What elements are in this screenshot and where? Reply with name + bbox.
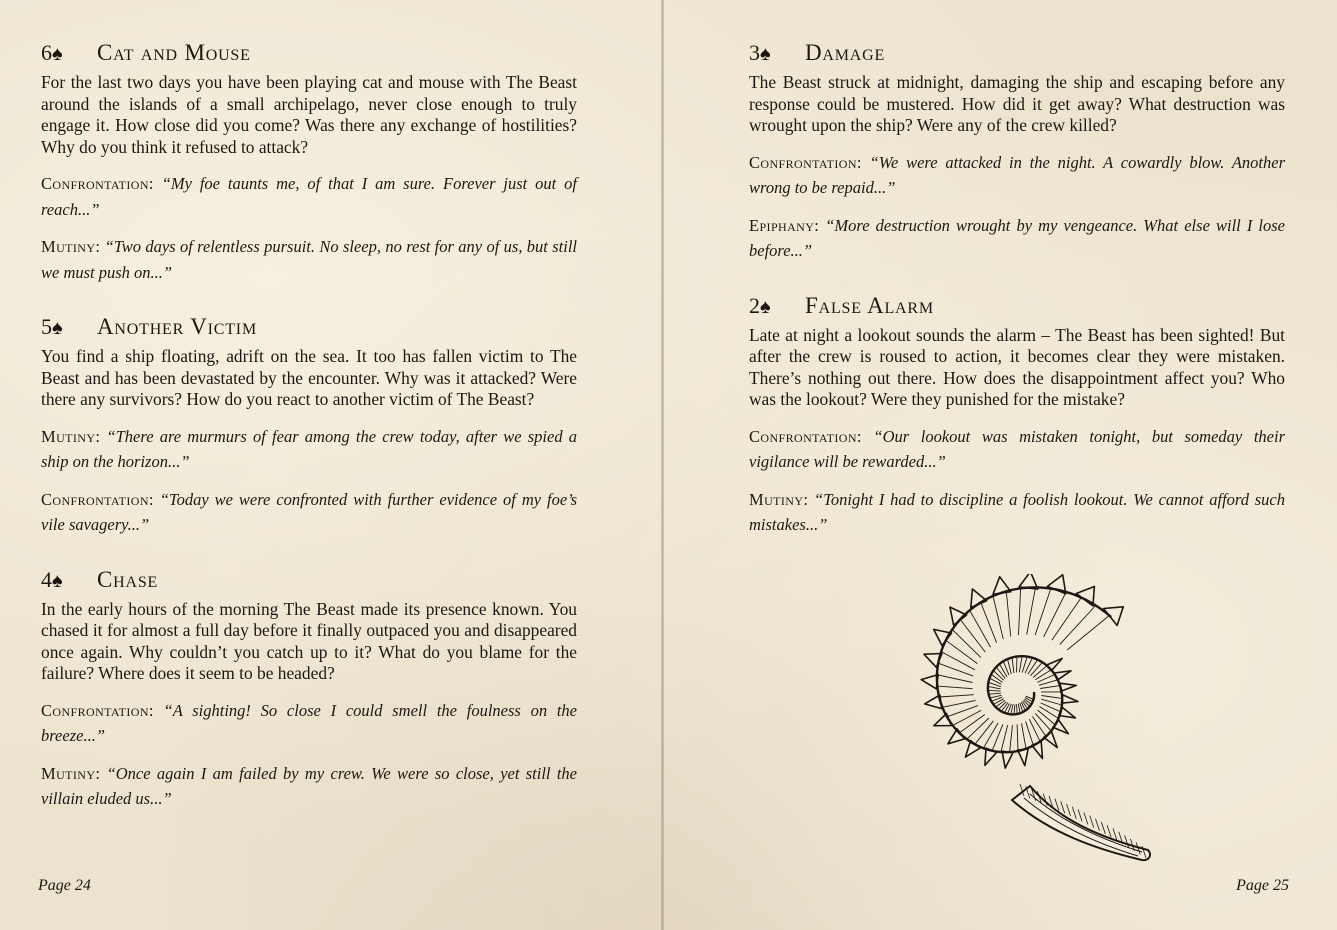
- right-column: [749, 38, 1285, 565]
- prompt-epiphany: [749, 214, 1285, 265]
- event-chase: [41, 565, 577, 813]
- event-false-alarm: [749, 291, 1285, 539]
- page-number: Page 24: [38, 877, 91, 894]
- event-title: False Alarm: [805, 292, 934, 318]
- prompt-quote: “Once again I am failed by my crew. We were so close, yet still the villain eluded us...”: [41, 763, 577, 808]
- prompt-confrontation: [749, 151, 1285, 202]
- left-page: [0, 0, 662, 930]
- prompt-confrontation: [41, 699, 577, 750]
- prompt-label: Confrontation:: [41, 700, 154, 720]
- prompt-label: Confrontation:: [749, 426, 862, 446]
- prompt-label: Mutiny:: [41, 237, 101, 256]
- spade-icon: ♠: [52, 317, 63, 339]
- spade-icon: ♠: [52, 43, 63, 65]
- left-column: [41, 38, 577, 839]
- prompt-mutiny: [41, 235, 577, 286]
- event-heading: [41, 312, 577, 343]
- prompt-confrontation: [41, 488, 577, 539]
- prompt-quote: “More destruction wrought by my vengeance. What else will I lose before...”: [749, 215, 1285, 260]
- event-title: Damage: [805, 40, 886, 65]
- event-title: Cat and Mouse: [97, 40, 251, 65]
- card-number: 5: [41, 314, 52, 339]
- card-rank: [41, 312, 97, 343]
- spade-icon: ♠: [760, 43, 771, 65]
- prompt-mutiny: [749, 488, 1285, 539]
- prompt-mutiny: [41, 762, 577, 813]
- spiral-shell-icon: [880, 574, 1155, 864]
- prompt-quote: “A sighting! So close I could smell the foulness on the breeze...”: [41, 700, 577, 745]
- card-number: 2: [749, 292, 760, 318]
- prompt-quote: “Two days of relentless pursuit. No sleep, no rest for any of us, but still we must push on...”: [41, 237, 577, 282]
- prompt-label: Epiphany:: [749, 215, 820, 235]
- event-body: The Beast struck at midnight, damaging the ship and escaping before any response could be mustered. How did it get away? What destruction was wrought upon the ship? Were any of the crew killed?: [749, 72, 1285, 135]
- prompt-quote: “Our lookout was mistaken tonight, but someday their vigilance will be rewarded...”: [749, 426, 1286, 471]
- card-rank: [749, 291, 805, 322]
- event-body: You find a ship floating, adrift on the sea. It too has fallen victim to The Beast and has been devastated by the encounter. Why was it attacked? Were there any survivors? How do you react to another victim of The Beast?: [41, 346, 577, 409]
- event-title: Chase: [97, 566, 159, 592]
- event-heading: [41, 38, 577, 69]
- spade-icon: ♠: [760, 295, 771, 318]
- page-number: Page 25: [1236, 877, 1289, 894]
- event-heading: [41, 565, 577, 596]
- prompt-mutiny: [41, 425, 577, 476]
- prompt-label: Mutiny:: [41, 763, 101, 783]
- card-number: 4: [41, 566, 52, 592]
- event-heading: [749, 38, 1285, 69]
- card-rank: [41, 565, 97, 596]
- prompt-quote: “We were attacked in the night. A cowardly blow. Another wrong to be repaid...”: [749, 152, 1285, 197]
- prompt-label: Mutiny:: [749, 489, 809, 509]
- card-rank: [749, 38, 805, 69]
- event-body: Late at night a lookout sounds the alarm – The Beast has been sighted! But after the crew is roused to action, it becomes clear they were mistaken. There’s nothing out there. How does the disappointment affect you? Who was the lookout? Were they punished for the mistake?: [749, 324, 1285, 409]
- prompt-label: Confrontation:: [749, 152, 862, 172]
- prompt-confrontation: [41, 172, 577, 223]
- event-title: Another Victim: [97, 314, 257, 339]
- prompt-quote: “Tonight I had to discipline a foolish lookout. We cannot afford such mistakes...”: [749, 489, 1286, 534]
- card-number: 6: [41, 40, 52, 65]
- event-heading: [749, 291, 1285, 322]
- event-body: For the last two days you have been playing cat and mouse with The Beast around the islands of a small archipelago, never close enough to truly engage it. How close did you come? Was there any exchange of hostilities? Why do you think it refused to attack?: [41, 72, 577, 157]
- prompt-quote: “My foe taunts me, of that I am sure. Forever just out of reach...”: [41, 174, 577, 219]
- event-cat-and-mouse: [41, 38, 577, 286]
- prompt-label: Mutiny:: [41, 426, 101, 446]
- card-rank: [41, 38, 97, 69]
- event-body: In the early hours of the morning The Beast made its presence known. You chased it for almost a full day before it finally outpaced you and disappeared once again. Why couldn’t you catch up to it? What do you blame for the failure? Where does it seem to be headed?: [41, 598, 577, 683]
- right-page: [664, 0, 1337, 930]
- prompt-quote: “There are murmurs of fear among the crew today, after we spied a ship on the horizon...”: [41, 426, 578, 471]
- card-number: 3: [749, 40, 760, 65]
- prompt-label: Confrontation:: [41, 174, 154, 193]
- prompt-label: Confrontation:: [41, 489, 154, 509]
- event-damage: [749, 38, 1285, 265]
- event-another-victim: [41, 312, 577, 539]
- spade-icon: ♠: [52, 569, 63, 592]
- prompt-confrontation: [749, 425, 1285, 476]
- prompt-quote: “Today we were confronted with further evidence of my foe’s vile savagery...”: [41, 489, 577, 534]
